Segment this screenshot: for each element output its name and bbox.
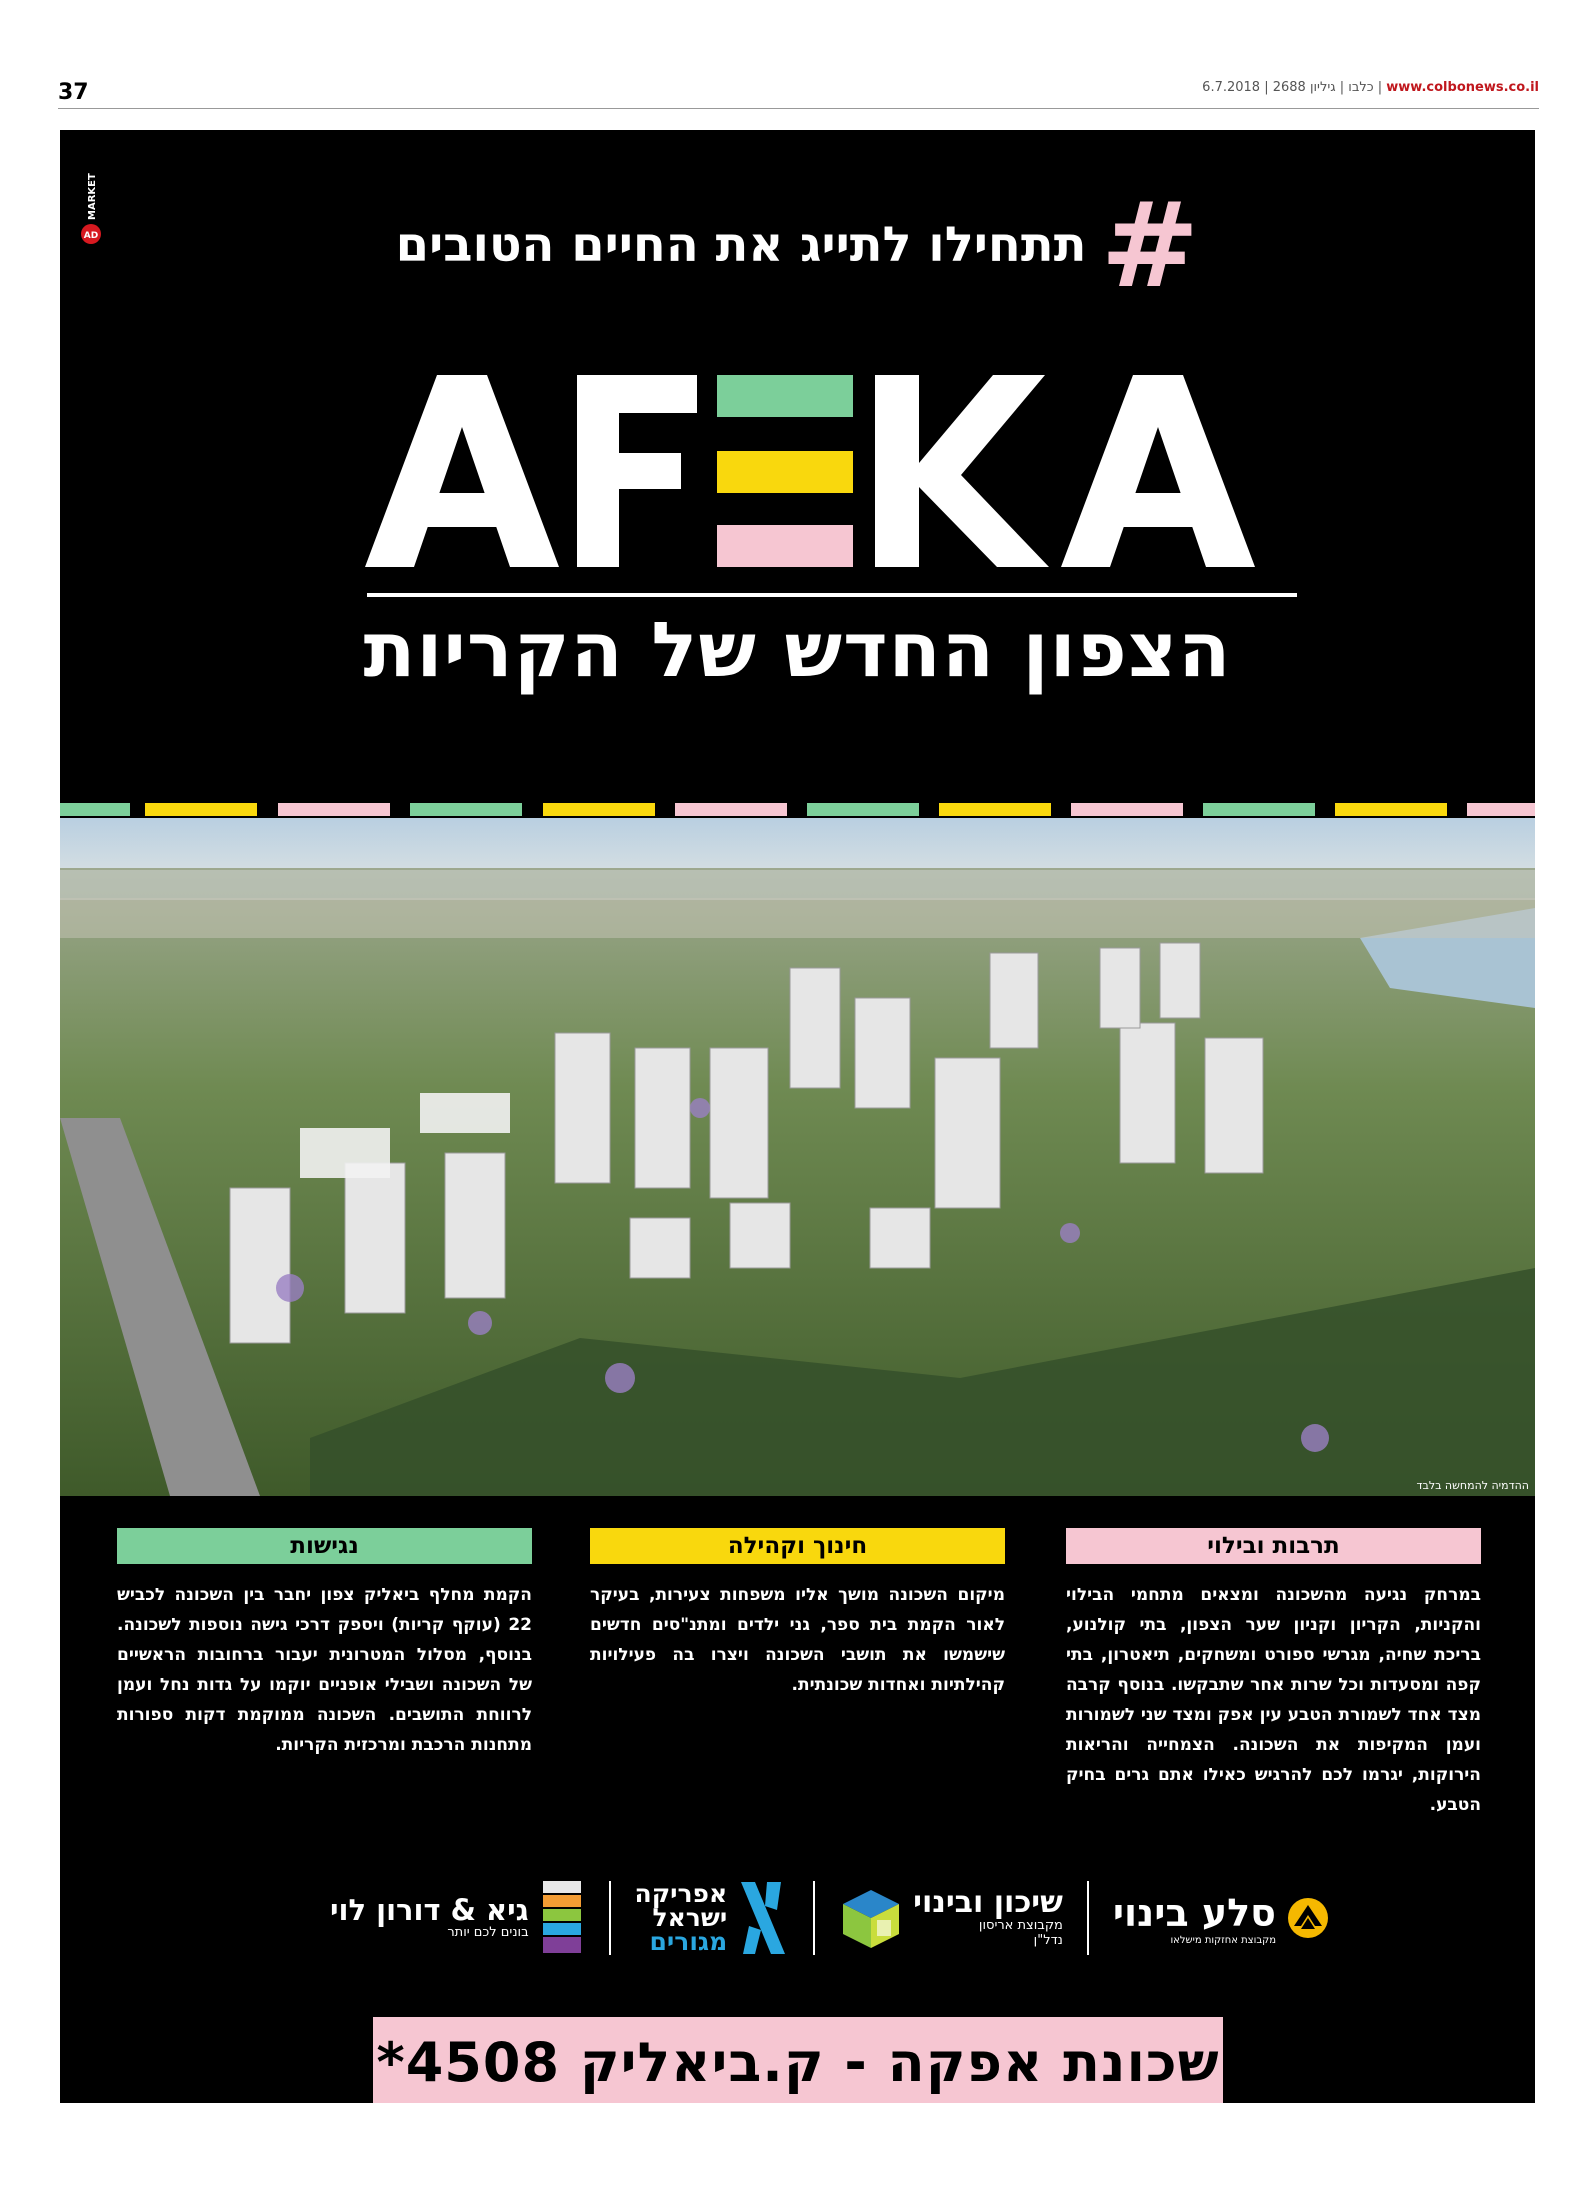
shikun-binui-logo bbox=[839, 1878, 1063, 1958]
sela-name: סלע בינוי bbox=[1112, 1890, 1276, 1935]
headline-subtitle: הצפון החדש של הקריות bbox=[363, 605, 1232, 694]
phone-cta-banner[interactable] bbox=[373, 2017, 1223, 2103]
issue-date: 6.7.2018 bbox=[1202, 80, 1261, 95]
publication-name: כלבו bbox=[1348, 80, 1374, 95]
sela-icon bbox=[1286, 1896, 1330, 1940]
hashtag-tagline bbox=[60, 176, 1535, 314]
africa-subtitle: מגורים bbox=[649, 1926, 728, 1956]
publication-header bbox=[1202, 80, 1539, 95]
issue-number: גיליון 2688 bbox=[1272, 80, 1336, 95]
cta-text: שכונת אפקה - ק.ביאליק 4508* bbox=[376, 2030, 1220, 2094]
guy-doron-name: גיא & דורון לוי bbox=[330, 1893, 529, 1927]
header-separator-2: | bbox=[1339, 80, 1345, 95]
guy-doron-subtitle: בונים לכם יותר bbox=[447, 1925, 529, 1940]
africa-israel-logo bbox=[635, 1878, 790, 1958]
shikun-subtitle-realestate: נדל"ן bbox=[1033, 1933, 1063, 1948]
shikun-cube-icon bbox=[839, 1886, 903, 1950]
column-body: מיקום השכונה מושך אליו משפחות צעירות, בעיקר לאור הקמת בית ספר, גני ילדים ומתנ"סים חדשים שישמשו את תושבי השכונה ויצרו בה פעילויות קהילתיות ואחדות שכונתית. bbox=[590, 1585, 1005, 1695]
sela-subtitle: מקבוצת אחזקות מישלאו bbox=[1170, 1934, 1276, 1946]
site-url[interactable]: www.colbonews.co.il bbox=[1386, 80, 1539, 95]
hashtag-icon: # bbox=[1100, 176, 1200, 314]
page-number: 37 bbox=[58, 80, 89, 105]
column-education-community bbox=[590, 1528, 1005, 1700]
guy-doron-blocks-icon bbox=[539, 1879, 585, 1957]
shikun-name: שיכון ובינוי bbox=[913, 1885, 1063, 1920]
logo-divider bbox=[813, 1881, 815, 1955]
header-separator-1: | bbox=[1377, 80, 1383, 95]
shikun-subtitle: מקבוצת אריסון bbox=[978, 1918, 1063, 1933]
column-culture-leisure bbox=[1066, 1528, 1481, 1820]
render-disclaimer: ההדמיה להמחשה בלבד bbox=[1416, 1479, 1529, 1492]
column-heading: חינוך וקהילה bbox=[590, 1528, 1005, 1564]
guy-doron-levy-logo bbox=[330, 1878, 585, 1958]
logo-divider bbox=[609, 1881, 611, 1955]
column-body: במרחק נגיעה מהשכונה ומצאים מתחמי הבילוי והקניות, הקריון וקניון שער הצפון, בתי קולנוע, בריכת שחיה, מגרשי ספורט ומשחקים, תיאטרון, בתי קפה ומסעדות וכל שרות אחר שתבקשו. בנוסף קרבה מצד אחד לשמורת הטבע עין אפק ומצד שני לשמורות ועמן המקיפות את השכונה. הצמחייה והריאות הירוקות, יגרמו לכם להרגיש כאילו אתם גרים בחיק הטבע. bbox=[1066, 1585, 1481, 1815]
header-divider bbox=[58, 108, 1539, 109]
svg-text:MARKET: MARKET bbox=[87, 173, 98, 220]
sela-binui-logo bbox=[1113, 1878, 1330, 1958]
color-stripe-divider bbox=[60, 803, 1535, 816]
aerial-render-illustration bbox=[60, 818, 1535, 1496]
column-heading: נגישות bbox=[117, 1528, 532, 1564]
logo-underline bbox=[367, 593, 1297, 597]
afeka-advertisement bbox=[60, 130, 1535, 2103]
developer-logos bbox=[330, 1873, 1330, 1963]
africa-name-line2: ישראל bbox=[652, 1903, 728, 1933]
neighborhood-aerial-render bbox=[60, 818, 1535, 1496]
tagline-text: תתחילו לתייג את החיים הטובים bbox=[395, 217, 1087, 273]
africa-alef-icon bbox=[737, 1880, 789, 1956]
header-separator-3: | bbox=[1264, 80, 1269, 95]
column-body: הקמת מחלף ביאליק צפון יחבר בין השכונה לכביש 22 (עוקף קריות) ויספק דרכי גישה נוספות לשכונה. בנוסף, מסלול המטרונית יעבור ברחובות הראשיים של השכונה ושבילי אופניים יוקמו על גדות נחל ועמן לרווחת התושבים. השכונה ממוקמת דקות ספורות מתחנות הרכבת ומרכזית הקריות. bbox=[117, 1585, 532, 1755]
afeka-logo bbox=[365, 375, 1295, 575]
column-heading: תרבות ובילוי bbox=[1066, 1528, 1481, 1564]
svg-text:AD: AD bbox=[83, 231, 99, 241]
column-accessibility bbox=[117, 1528, 532, 1760]
logo-divider bbox=[1087, 1881, 1089, 1955]
africa-name-line1: אפריקה bbox=[634, 1879, 728, 1909]
